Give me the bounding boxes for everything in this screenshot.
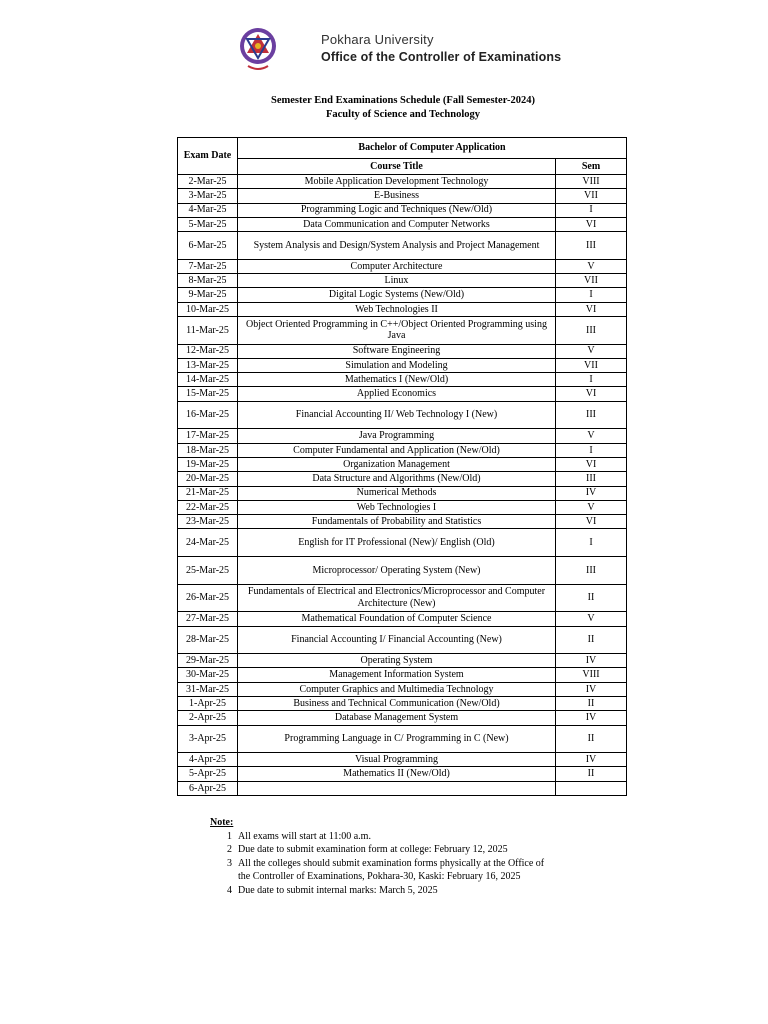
- semester-cell: I: [556, 529, 627, 557]
- table-row: [178, 302, 627, 316]
- exam-date-cell: 28-Mar-25: [178, 626, 238, 654]
- semester-cell: V: [556, 500, 627, 514]
- exam-date-cell: 2-Apr-25: [178, 711, 238, 725]
- table-row: [178, 373, 627, 387]
- course-title-cell: System Analysis and Design/System Analysis and Project Management: [238, 232, 556, 260]
- course-title-cell: Operating System: [238, 654, 556, 668]
- exam-date-cell: 21-Mar-25: [178, 486, 238, 500]
- course-title-cell: Data Structure and Algorithms (New/Old): [238, 472, 556, 486]
- course-title-cell: Organization Management: [238, 457, 556, 471]
- course-title-cell: Fundamentals of Electrical and Electronics/Microprocessor and Computer Architecture (New): [238, 584, 556, 612]
- course-title-cell: Visual Programming: [238, 753, 556, 767]
- exam-date-cell: 6-Apr-25: [178, 781, 238, 795]
- table-row: [178, 401, 627, 429]
- semester-cell: II: [556, 767, 627, 781]
- semester-cell: III: [556, 557, 627, 585]
- course-title-cell: Linux: [238, 274, 556, 288]
- exam-date-cell: 15-Mar-25: [178, 387, 238, 401]
- course-title-cell: Programming Language in C/ Programming in C (New): [238, 725, 556, 753]
- course-title-cell: E-Business: [238, 189, 556, 203]
- table-row: [178, 682, 627, 696]
- semester-cell: VI: [556, 457, 627, 471]
- course-title-cell: Programming Logic and Techniques (New/Old): [238, 203, 556, 217]
- semester-cell: VII: [556, 189, 627, 203]
- course-title-cell: Digital Logic Systems (New/Old): [238, 288, 556, 302]
- semester-cell: II: [556, 626, 627, 654]
- note-number: 1: [227, 830, 232, 842]
- table-row: [178, 344, 627, 358]
- note-item: [210, 884, 558, 898]
- semester-cell: IV: [556, 753, 627, 767]
- table-row: [178, 387, 627, 401]
- header-sem: Sem: [556, 159, 627, 175]
- exam-date-cell: 25-Mar-25: [178, 557, 238, 585]
- table-row: [178, 443, 627, 457]
- exam-date-cell: 30-Mar-25: [178, 668, 238, 682]
- table-row: [178, 274, 627, 288]
- course-title-cell: Mathematical Foundation of Computer Science: [238, 612, 556, 626]
- course-title-cell: Database Management System: [238, 711, 556, 725]
- table-row: [178, 217, 627, 231]
- table-row: [178, 557, 627, 585]
- table-row: [178, 358, 627, 372]
- course-title-cell: Mathematics I (New/Old): [238, 373, 556, 387]
- exam-date-cell: 14-Mar-25: [178, 373, 238, 387]
- semester-cell: [556, 781, 627, 795]
- table-row: [178, 429, 627, 443]
- course-title-cell: Business and Technical Communication (New/Old): [238, 696, 556, 710]
- table-row: [178, 203, 627, 217]
- exam-date-cell: 9-Mar-25: [178, 288, 238, 302]
- exam-date-cell: 16-Mar-25: [178, 401, 238, 429]
- semester-cell: III: [556, 472, 627, 486]
- table-row: [178, 626, 627, 654]
- semester-cell: II: [556, 584, 627, 612]
- note-text: Due date to submit internal marks: March 5, 2025: [238, 884, 438, 896]
- course-title-cell: Mobile Application Development Technology: [238, 175, 556, 189]
- note-label: Note:: [210, 817, 234, 828]
- university-name: Pokhara University: [321, 32, 434, 47]
- note-number: 3: [227, 857, 232, 869]
- note-number: 4: [227, 884, 232, 896]
- table-row: [178, 259, 627, 273]
- exam-date-cell: 13-Mar-25: [178, 358, 238, 372]
- exam-date-cell: 27-Mar-25: [178, 612, 238, 626]
- course-title-cell: Microprocessor/ Operating System (New): [238, 557, 556, 585]
- course-title-cell: Web Technologies I: [238, 500, 556, 514]
- table-row: [178, 175, 627, 189]
- exam-date-cell: 3-Mar-25: [178, 189, 238, 203]
- exam-date-cell: 2-Mar-25: [178, 175, 238, 189]
- table-row: [178, 668, 627, 682]
- table-row: [178, 753, 627, 767]
- exam-date-cell: 18-Mar-25: [178, 443, 238, 457]
- semester-cell: III: [556, 316, 627, 344]
- table-row: [178, 654, 627, 668]
- schedule-rows: [178, 175, 627, 796]
- table-row: [178, 725, 627, 753]
- course-title-cell: Applied Economics: [238, 387, 556, 401]
- note-item: [210, 830, 558, 844]
- semester-cell: I: [556, 443, 627, 457]
- course-title-cell: Financial Accounting II/ Web Technology I (New): [238, 401, 556, 429]
- exam-date-cell: 7-Mar-25: [178, 259, 238, 273]
- semester-cell: V: [556, 259, 627, 273]
- table-row: [178, 486, 627, 500]
- exam-date-cell: 22-Mar-25: [178, 500, 238, 514]
- exam-date-cell: 23-Mar-25: [178, 515, 238, 529]
- table-row: [178, 767, 627, 781]
- semester-cell: VI: [556, 515, 627, 529]
- exam-date-cell: 11-Mar-25: [178, 316, 238, 344]
- table-row: [178, 472, 627, 486]
- table-row: [178, 457, 627, 471]
- course-title-cell: Software Engineering: [238, 344, 556, 358]
- course-title-cell: Java Programming: [238, 429, 556, 443]
- semester-cell: I: [556, 288, 627, 302]
- faculty-title: Faculty of Science and Technology: [325, 109, 480, 120]
- note-text: All exams will start at 11:00 a.m.: [238, 830, 371, 842]
- course-title-cell: Object Oriented Programming in C++/Object Oriented Programming using Java: [238, 316, 556, 344]
- header-exam-date: Exam Date: [178, 138, 238, 175]
- exam-date-cell: 10-Mar-25: [178, 302, 238, 316]
- course-title-cell: Data Communication and Computer Networks: [238, 217, 556, 231]
- semester-cell: V: [556, 429, 627, 443]
- exam-date-cell: 20-Mar-25: [178, 472, 238, 486]
- semester-cell: VII: [556, 358, 627, 372]
- table-row: [178, 696, 627, 710]
- header-program: Bachelor of Computer Application: [238, 138, 627, 159]
- schedule-title: Semester End Examinations Schedule (Fall Semester-2024): [271, 95, 535, 106]
- course-title-cell: [238, 781, 556, 795]
- course-title-cell: Numerical Methods: [238, 486, 556, 500]
- table-row: [178, 500, 627, 514]
- table-row: [178, 584, 627, 612]
- semester-cell: V: [556, 612, 627, 626]
- course-title-cell: Computer Graphics and Multimedia Technology: [238, 682, 556, 696]
- exam-date-cell: 12-Mar-25: [178, 344, 238, 358]
- semester-cell: V: [556, 344, 627, 358]
- semester-cell: II: [556, 725, 627, 753]
- exam-date-cell: 31-Mar-25: [178, 682, 238, 696]
- course-title-cell: Web Technologies II: [238, 302, 556, 316]
- semester-cell: II: [556, 696, 627, 710]
- semester-cell: VI: [556, 217, 627, 231]
- course-title-cell: Mathematics II (New/Old): [238, 767, 556, 781]
- course-title-cell: Computer Architecture: [238, 259, 556, 273]
- course-title-cell: English for IT Professional (New)/ English (Old): [238, 529, 556, 557]
- semester-cell: IV: [556, 654, 627, 668]
- note-text: All the colleges should submit examination forms physically at the Office of the Controller of Examinations, Pokhara-30, Kaski: February 16, 2025: [238, 857, 545, 882]
- semester-cell: VIII: [556, 175, 627, 189]
- course-title-cell: Computer Fundamental and Application (New/Old): [238, 443, 556, 457]
- exam-date-cell: 29-Mar-25: [178, 654, 238, 668]
- semester-cell: III: [556, 401, 627, 429]
- table-row: [178, 711, 627, 725]
- note-number: 2: [227, 844, 232, 855]
- course-title-cell: Financial Accounting I/ Financial Accounting (New): [238, 626, 556, 654]
- course-title-cell: Fundamentals of Probability and Statistics: [238, 515, 556, 529]
- course-title-cell: Simulation and Modeling: [238, 358, 556, 372]
- note-item: [210, 843, 558, 857]
- exam-date-cell: 5-Mar-25: [178, 217, 238, 231]
- office-name: Office of the Controller of Examinations: [321, 50, 562, 64]
- table-row: [178, 515, 627, 529]
- university-logo: [236, 25, 280, 73]
- table-row: [178, 316, 627, 344]
- exam-date-cell: 3-Apr-25: [178, 725, 238, 753]
- table-row: [178, 612, 627, 626]
- exam-date-cell: 24-Mar-25: [178, 529, 238, 557]
- header-course-title: Course Title: [238, 159, 556, 175]
- exam-date-cell: 1-Apr-25: [178, 696, 238, 710]
- semester-cell: VII: [556, 274, 627, 288]
- notes-list: [210, 830, 558, 898]
- exam-date-cell: 5-Apr-25: [178, 767, 238, 781]
- note-text: Due date to submit examination form at college: February 12, 2025: [238, 844, 508, 855]
- note-item: [210, 857, 558, 884]
- semester-cell: I: [556, 203, 627, 217]
- exam-date-cell: 17-Mar-25: [178, 429, 238, 443]
- table-row: [178, 781, 627, 795]
- exam-date-cell: 26-Mar-25: [178, 584, 238, 612]
- exam-date-cell: 6-Mar-25: [178, 232, 238, 260]
- notes-section: [210, 816, 558, 897]
- course-title-cell: Management Information System: [238, 668, 556, 682]
- exam-date-cell: 4-Apr-25: [178, 753, 238, 767]
- semester-cell: VIII: [556, 668, 627, 682]
- exam-date-cell: 8-Mar-25: [178, 274, 238, 288]
- semester-cell: IV: [556, 486, 627, 500]
- semester-cell: III: [556, 232, 627, 260]
- table-row: [178, 189, 627, 203]
- table-row: [178, 529, 627, 557]
- semester-cell: I: [556, 373, 627, 387]
- semester-cell: VI: [556, 302, 627, 316]
- table-row: [178, 288, 627, 302]
- exam-schedule-table: [177, 137, 627, 796]
- semester-cell: VI: [556, 387, 627, 401]
- semester-cell: IV: [556, 682, 627, 696]
- table-row: [178, 232, 627, 260]
- semester-cell: IV: [556, 711, 627, 725]
- exam-date-cell: 4-Mar-25: [178, 203, 238, 217]
- exam-date-cell: 19-Mar-25: [178, 457, 238, 471]
